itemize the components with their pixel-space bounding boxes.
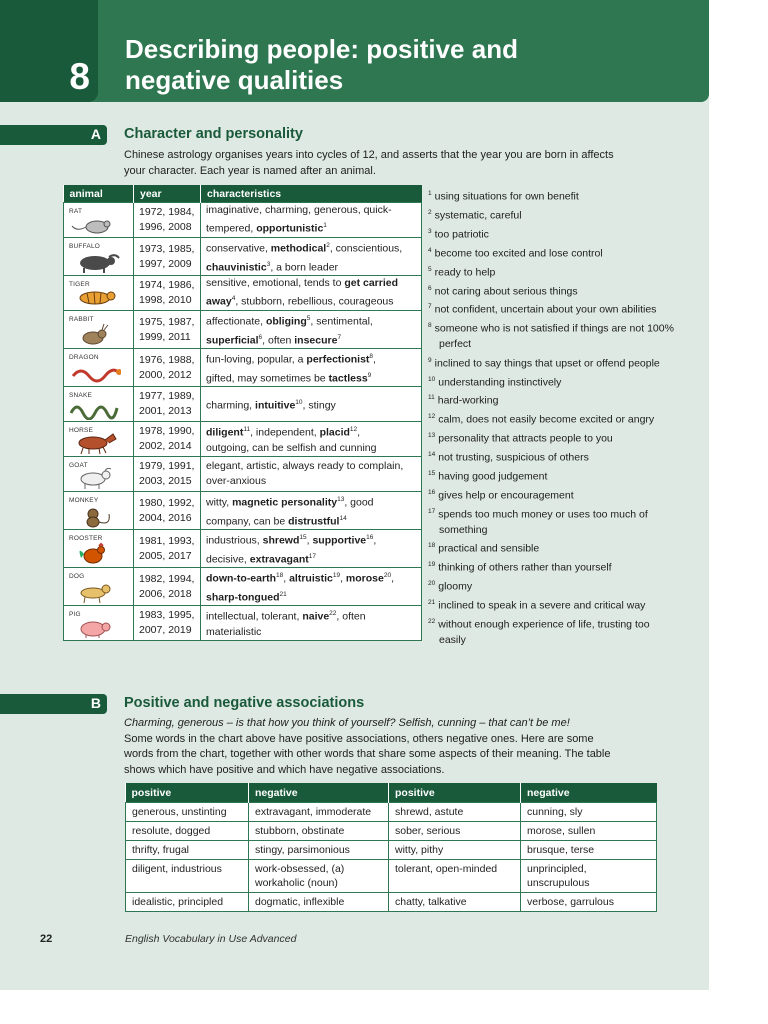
year-line: 1983, 1995, <box>139 609 195 621</box>
text-run: , <box>306 534 313 547</box>
positive-cell: resolute, dogged <box>126 822 249 841</box>
animal-name: TIGER <box>69 281 90 288</box>
positive-cell: shrewd, astute <box>389 803 521 822</box>
footnote-item <box>428 595 678 614</box>
footnote-item <box>428 299 678 318</box>
footnote-number: 21 <box>428 598 436 606</box>
text-run: company, can be <box>206 515 289 527</box>
associations-table <box>125 783 657 912</box>
negative-cell: cunning, sly <box>521 803 657 822</box>
footnote-text: systematic, careful <box>434 209 522 222</box>
key-word: methodical <box>270 242 327 255</box>
footnote-number: 5 <box>428 265 432 273</box>
key-word: chauvinistic <box>206 261 267 273</box>
header-positive-2: positive <box>389 783 521 803</box>
footnote-number: 12 <box>428 413 436 421</box>
rooster-illustration-icon <box>69 542 121 566</box>
text-run: decisive, <box>206 553 250 565</box>
footnote-ref: 12 <box>349 426 358 434</box>
key-word: placid <box>319 426 350 439</box>
footnote-item <box>428 557 678 576</box>
footnote-ref: 10 <box>295 398 303 406</box>
text-run: elegant, artistic, always ready to complain, <box>206 460 404 472</box>
footnote-number: 9 <box>428 356 432 364</box>
footnote-number: 11 <box>428 394 435 402</box>
animal-row-rabbit <box>64 311 422 349</box>
footnote-number: 14 <box>428 451 436 459</box>
footnote-item <box>428 186 678 205</box>
footnote-number: 7 <box>428 303 432 311</box>
footnote-item <box>428 243 678 262</box>
animal-name: HORSE <box>69 427 94 434</box>
year-cell <box>134 606 201 641</box>
footnote-item <box>428 409 678 428</box>
footnote-item <box>428 485 678 504</box>
footnote-ref: 19 <box>332 572 341 579</box>
footnote-text: too patriotic <box>434 228 489 241</box>
year-cell <box>134 311 201 349</box>
key-word: magnetic personality <box>232 496 338 509</box>
footnote-number: 6 <box>428 284 432 292</box>
negative-cell: stubborn, obstinate <box>249 822 389 841</box>
unit-title <box>125 34 518 96</box>
monkey-illustration-icon <box>69 504 121 528</box>
year-line: 1996, 2008 <box>139 221 192 233</box>
footnote-text: personality that attracts people to you <box>438 432 613 445</box>
animal-row-pig <box>64 606 422 641</box>
animal-cell <box>64 387 134 422</box>
animal-name: DOG <box>69 573 85 580</box>
key-word: perfectionist <box>306 353 370 366</box>
animal-cell <box>64 276 134 311</box>
key-word: shrewd <box>262 534 300 547</box>
section-b-italic-line: Charming, generous – is that how you think of yourself? Selfish, cunning – that can’t be me! <box>124 717 570 729</box>
negative-cell: work-obsessed, (a) workaholic (noun) <box>249 860 389 893</box>
characteristics-cell <box>201 568 422 606</box>
section-b-body-line1: Some words in the chart above have positive associations, others negative ones. Here are some <box>124 732 594 745</box>
associations-header <box>126 783 657 803</box>
animal-name: ROOSTER <box>69 535 103 542</box>
year-line: 1980, 1992, <box>139 496 195 509</box>
year-cell <box>134 568 201 606</box>
text-run: , <box>391 572 395 585</box>
animal-row-tiger <box>64 276 422 311</box>
section-b-tab <box>0 694 107 714</box>
intro-line-1: Chinese astrology organises years into cycles of 12, and asserts that the year you are born in affects <box>124 149 614 161</box>
associations-row <box>126 803 657 822</box>
key-word: insecure <box>294 334 338 346</box>
positive-cell: sober, serious <box>389 822 521 841</box>
unit-title-line2: negative qualities <box>125 65 344 95</box>
animal-table-header <box>64 185 422 203</box>
year-line: 1972, 1984, <box>139 206 195 218</box>
year-cell <box>134 203 201 238</box>
footnote-ref: 2 <box>326 242 330 249</box>
year-line: 1997, 2009 <box>139 257 192 270</box>
year-line: 1978, 1990, <box>139 425 195 437</box>
text-run: , <box>373 534 377 547</box>
animal-row-horse <box>64 422 422 457</box>
characteristics-cell <box>201 276 422 311</box>
key-word: altruistic <box>289 572 333 585</box>
characteristics-cell <box>201 203 422 238</box>
text-run: , <box>357 426 361 439</box>
footnote-text: not trusting, suspicious of others <box>438 451 589 464</box>
section-b-letter: B <box>90 695 101 711</box>
footnote-text: someone who is not satisfied if things are not 100% perfect <box>434 322 674 351</box>
footnote-ref: 1 <box>323 222 327 230</box>
text-run: , stingy <box>302 399 336 412</box>
animal-row-goat <box>64 457 422 492</box>
footnote-ref: 3 <box>266 260 271 268</box>
negative-cell: unprincipled, unscrupulous <box>521 860 657 893</box>
year-line: 2002, 2014 <box>139 440 192 452</box>
text-run: imaginative, charming, generous, quick- <box>206 204 392 217</box>
footnote-ref: 5 <box>306 315 311 322</box>
goat-illustration-icon <box>69 466 121 490</box>
horse-illustration-icon <box>69 431 121 455</box>
footnote-number: 22 <box>428 617 436 625</box>
year-line: 2003, 2015 <box>139 475 192 487</box>
text-run: sensitive, emotional, tends to <box>206 277 345 290</box>
footnote-item <box>428 390 678 409</box>
footnote-text: thinking of others rather than yourself <box>438 561 612 574</box>
footnote-item <box>428 466 678 485</box>
key-word: obliging <box>265 315 307 328</box>
footnote-ref: 6 <box>258 333 263 341</box>
text-run: , sentimental, <box>310 315 373 328</box>
key-word: sharp-tongued <box>206 591 280 603</box>
animal-row-dragon <box>64 349 422 387</box>
section-a-intro <box>124 148 664 179</box>
footnote-number: 13 <box>428 432 436 440</box>
footnote-ref: 4 <box>231 295 236 303</box>
dragon-illustration-icon <box>69 361 121 385</box>
footnote-ref: 9 <box>367 371 372 379</box>
footnote-text: having good judgement <box>438 470 548 483</box>
text-run: , good <box>344 496 374 509</box>
characteristics-cell <box>201 530 422 568</box>
positive-cell: generous, unstinting <box>126 803 249 822</box>
key-word: diligent <box>206 426 244 439</box>
animal-row-snake <box>64 387 422 422</box>
characteristics-cell <box>201 311 422 349</box>
footnote-text: inclined to speak in a severe and critical way <box>438 599 646 612</box>
year-cell <box>134 457 201 492</box>
year-cell <box>134 238 201 276</box>
associations-row <box>126 841 657 860</box>
footnote-text: become too excited and lose control <box>434 247 603 260</box>
dog-illustration-icon <box>69 580 121 604</box>
footnote-number: 2 <box>428 208 432 216</box>
footnote-number: 1 <box>428 190 432 197</box>
text-run: industrious, <box>206 534 263 547</box>
year-line: 1981, 1993, <box>139 534 195 547</box>
footnote-item <box>428 281 678 300</box>
characteristics-cell <box>201 457 422 492</box>
year-line: 1979, 1991, <box>139 460 195 472</box>
footnote-item <box>428 614 678 648</box>
header-animal: animal <box>64 185 134 203</box>
footnote-ref: 22 <box>329 610 337 618</box>
unit-number-box <box>0 0 98 102</box>
year-line: 1982, 1994, <box>139 572 195 585</box>
animal-name: DRAGON <box>69 354 99 361</box>
year-line: 1998, 2010 <box>139 294 192 306</box>
footnote-number: 19 <box>428 561 436 569</box>
book-title: English Vocabulary in Use Advanced <box>125 933 297 945</box>
footnote-item <box>428 318 678 352</box>
associations-row <box>126 822 657 841</box>
footnote-item <box>428 538 678 557</box>
positive-cell: tolerant, open-minded <box>389 860 521 893</box>
footnote-text: using situations for own benefit <box>434 190 579 203</box>
footnote-item <box>428 353 678 372</box>
text-run: over-anxious <box>206 475 267 487</box>
year-line: 1973, 1985, <box>139 242 195 255</box>
footnote-item <box>428 205 678 224</box>
negative-cell: extravagant, immoderate <box>249 803 389 822</box>
footnote-ref: 7 <box>337 333 342 341</box>
characteristics-cell <box>201 492 422 530</box>
animal-cell <box>64 311 134 349</box>
characteristics-cell <box>201 238 422 276</box>
footnote-number: 17 <box>428 507 436 515</box>
key-word: extravagant <box>249 553 309 565</box>
footnote-item <box>428 224 678 243</box>
text-run: fun-loving, popular, a <box>206 353 307 366</box>
text-run: , <box>340 572 346 585</box>
positive-cell: chatty, talkative <box>389 893 521 912</box>
rat-illustration-icon <box>69 212 121 236</box>
rabbit-illustration-icon <box>69 323 121 347</box>
year-line: 1977, 1989, <box>139 390 195 402</box>
characteristics-cell <box>201 606 422 641</box>
footnote-ref: 11 <box>243 426 251 434</box>
year-cell <box>134 422 201 457</box>
section-b-intro <box>124 716 672 778</box>
footnote-number: 20 <box>428 580 436 588</box>
year-line: 1976, 1988, <box>139 353 195 366</box>
animal-name: SNAKE <box>69 392 93 399</box>
text-run: charming, <box>206 399 256 412</box>
footnote-ref: 17 <box>308 552 316 560</box>
text-run: gifted, may sometimes be <box>206 372 329 384</box>
year-line: 2001, 2013 <box>139 405 192 417</box>
footnote-list <box>428 186 678 648</box>
footnote-number: 10 <box>428 375 436 383</box>
key-word: get carried <box>344 277 399 290</box>
footnote-ref: 20 <box>383 572 392 579</box>
footnote-text: understanding instinctively <box>438 376 562 389</box>
footnote-text: inclined to say things that upset or offend people <box>434 357 660 370</box>
section-b-body-line3: shows which have positive and which have negative associations. <box>124 763 445 776</box>
text-run: witty, <box>206 496 233 509</box>
animal-cell <box>64 238 134 276</box>
footnote-ref: 15 <box>299 534 307 541</box>
key-word: opportunistic <box>256 222 324 235</box>
animal-row-rooster <box>64 530 422 568</box>
negative-cell: stingy, parsimonious <box>249 841 389 860</box>
year-line: 2006, 2018 <box>139 587 192 600</box>
key-word: naive <box>302 610 330 623</box>
text-run: , often <box>262 334 295 346</box>
footnote-ref: 13 <box>337 496 345 503</box>
footnote-text: not caring about serious things <box>434 285 578 298</box>
animal-cell <box>64 203 134 238</box>
tiger-illustration-icon <box>69 285 121 309</box>
text-run: , stubborn, rebellious, courageous <box>235 295 394 308</box>
footnote-text: gloomy <box>438 580 473 593</box>
footnote-number: 15 <box>428 470 436 478</box>
section-a-tab <box>0 125 107 145</box>
animal-name: RABBIT <box>69 316 94 323</box>
footnote-ref: 21 <box>279 590 287 598</box>
key-word: supportive <box>312 534 367 547</box>
text-run: , independent, <box>250 426 320 439</box>
year-line: 1974, 1986, <box>139 279 195 291</box>
header-negative-1: negative <box>249 783 389 803</box>
section-a-letter: A <box>90 126 101 142</box>
negative-cell: brusque, terse <box>521 841 657 860</box>
footnote-number: 8 <box>428 322 432 330</box>
text-run: , often <box>336 610 366 623</box>
key-word: superficial <box>206 334 259 346</box>
animal-row-rat <box>64 203 422 238</box>
animal-row-monkey <box>64 492 422 530</box>
animal-table <box>63 185 422 641</box>
pig-illustration-icon <box>69 615 121 639</box>
associations-row <box>126 860 657 893</box>
footnote-item <box>428 504 678 538</box>
key-word: down-to-earth <box>206 572 276 585</box>
text-run: tempered, <box>206 222 257 235</box>
positive-cell: diligent, industrious <box>126 860 249 893</box>
unit-title-line1: Describing people: positive and <box>125 34 518 64</box>
footnote-item <box>428 576 678 595</box>
unit-number: 8 <box>69 56 90 97</box>
text-run: conservative, <box>206 242 271 255</box>
animal-name: GOAT <box>69 462 88 469</box>
year-line: 1975, 1987, <box>139 315 195 328</box>
year-line: 2004, 2016 <box>139 511 192 524</box>
footnote-item <box>428 447 678 466</box>
key-word: tactless <box>328 372 368 384</box>
footnote-text: ready to help <box>434 266 496 279</box>
text-run: , <box>373 353 376 366</box>
buffalo-illustration-icon <box>69 250 121 274</box>
year-line: 2000, 2012 <box>139 368 192 381</box>
text-run: outgoing, can be selfish and cunning <box>206 441 377 454</box>
header-negative-2: negative <box>521 783 657 803</box>
animal-cell <box>64 457 134 492</box>
footnote-item <box>428 372 678 391</box>
associations-row <box>126 893 657 912</box>
key-word: away <box>206 295 232 308</box>
footnote-ref: 18 <box>276 572 284 579</box>
animal-row-buffalo <box>64 238 422 276</box>
footnote-ref: 16 <box>366 534 374 541</box>
characteristics-cell <box>201 422 422 457</box>
header-year: year <box>134 185 201 203</box>
year-line: 2007, 2019 <box>139 624 192 636</box>
year-line: 1999, 2011 <box>139 330 191 343</box>
animal-name: BUFFALO <box>69 243 101 250</box>
footnote-number: 4 <box>428 246 432 254</box>
negative-cell: verbose, garrulous <box>521 893 657 912</box>
text-run: affectionate, <box>206 315 266 328</box>
animal-name: RAT <box>69 208 83 215</box>
footnote-text: not confident, uncertain about your own abilities <box>434 303 657 316</box>
section-a-title: Character and personality <box>124 126 303 142</box>
footnote-number: 3 <box>428 227 432 235</box>
animal-row-dog <box>64 568 422 606</box>
section-b-body-line2: words from the chart, together with other words that share some aspects of their meaning. The table <box>124 748 611 760</box>
key-word: morose <box>345 572 384 585</box>
negative-cell: morose, sullen <box>521 822 657 841</box>
footnote-text: gives help or encouragement <box>438 489 574 502</box>
characteristics-cell <box>201 349 422 387</box>
year-cell <box>134 349 201 387</box>
year-cell <box>134 387 201 422</box>
snake-illustration-icon <box>69 396 121 420</box>
header-positive-1: positive <box>126 783 249 803</box>
positive-cell: thrifty, frugal <box>126 841 249 860</box>
positive-cell: witty, pithy <box>389 841 521 860</box>
animal-cell <box>64 349 134 387</box>
animal-name: MONKEY <box>69 497 99 504</box>
footnote-number: 18 <box>428 542 436 550</box>
footnote-ref: 14 <box>339 514 347 522</box>
animal-name: PIG <box>69 611 81 618</box>
footnote-text: practical and sensible <box>438 542 540 555</box>
animal-cell <box>64 530 134 568</box>
year-cell <box>134 492 201 530</box>
key-word: distrustful <box>288 515 340 527</box>
footnote-text: hard-working <box>437 394 499 407</box>
page-number: 22 <box>40 933 53 945</box>
animal-cell <box>64 606 134 641</box>
year-cell <box>134 530 201 568</box>
year-line: 2005, 2017 <box>139 549 192 562</box>
intro-line-2: your character. Each year is named after an animal. <box>124 164 376 177</box>
key-word: intuitive <box>255 399 296 412</box>
header-characteristics: characteristics <box>201 185 422 203</box>
footnote-item <box>428 428 678 447</box>
animal-cell <box>64 568 134 606</box>
animal-cell <box>64 422 134 457</box>
text-run: , a born leader <box>270 261 339 273</box>
footnote-number: 16 <box>428 489 436 496</box>
positive-cell: idealistic, principled <box>126 893 249 912</box>
characteristics-cell <box>201 387 422 422</box>
footnote-text: spends too much money or uses too much of something <box>438 508 648 536</box>
text-run: , <box>283 572 290 585</box>
animal-cell <box>64 492 134 530</box>
footnote-ref: 8 <box>369 353 374 360</box>
text-run: , conscientious, <box>329 242 403 255</box>
section-b-title: Positive and negative associations <box>124 695 365 711</box>
negative-cell: dogmatic, inflexible <box>249 893 389 912</box>
footnote-text: calm, does not easily become excited or angry <box>438 413 655 426</box>
footnote-text: without enough experience of life, trusting too easily <box>438 618 650 646</box>
footnote-item <box>428 262 678 281</box>
text-run: intellectual, tolerant, <box>206 610 303 623</box>
unit-header <box>0 0 709 102</box>
text-run: materialistic <box>206 625 262 638</box>
year-cell <box>134 276 201 311</box>
